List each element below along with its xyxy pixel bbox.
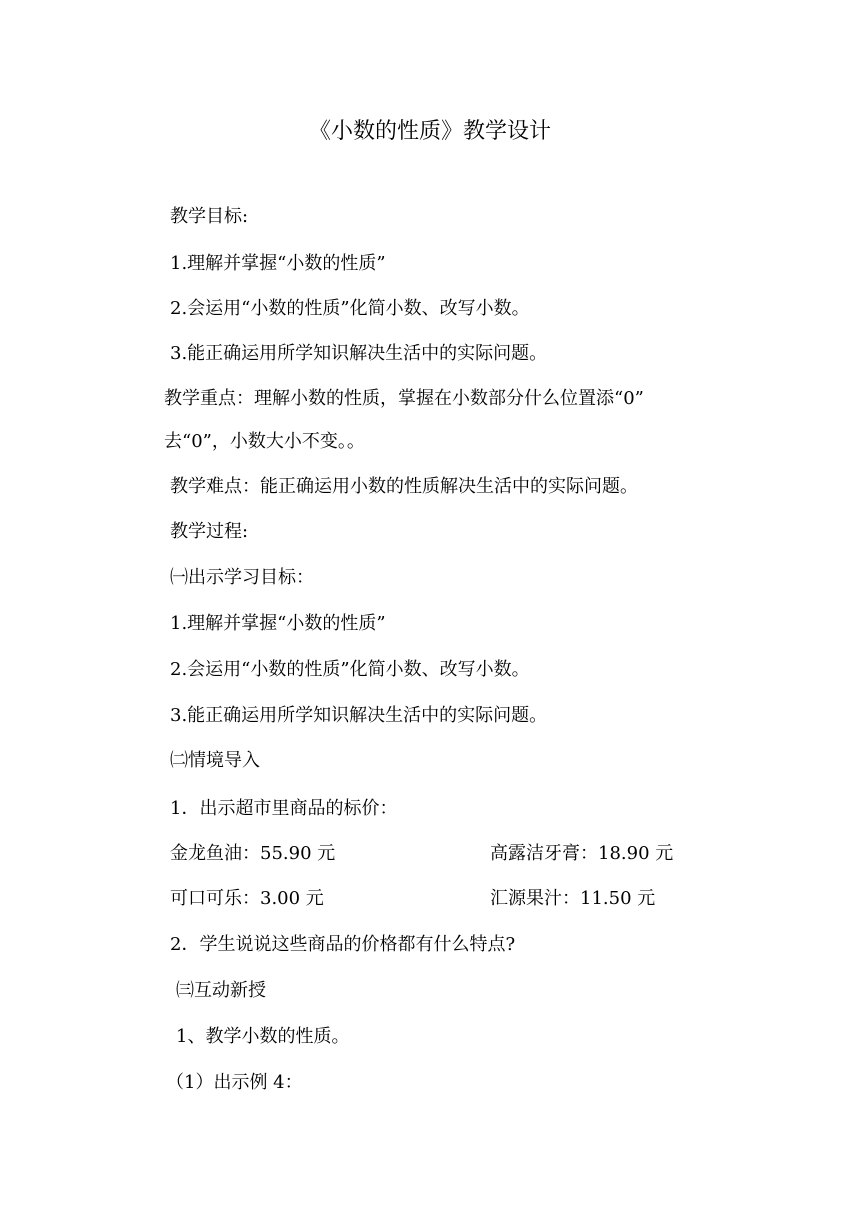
page-title: 《小数的性质》教学设计 <box>308 119 551 144</box>
step1-goal-1: 1.理解并掌握“小数的性质” <box>170 613 386 634</box>
goal-item-1: 1.理解并掌握“小数的性质” <box>170 253 386 274</box>
price-oil: 金龙鱼油：55.90 元 <box>170 843 336 864</box>
step2-item-2: 2．学生说说这些商品的价格都有什么特点? <box>170 934 516 955</box>
process-heading: 教学过程: <box>170 521 249 542</box>
step2-heading: ㈡情境导入 <box>170 750 260 771</box>
goals-heading: 教学目标: <box>170 206 249 227</box>
step2-item-1: 1．出示超市里商品的标价： <box>170 798 398 819</box>
step3-heading: ㈢互动新授 <box>176 980 266 1001</box>
goal-item-3: 3.能正确运用所学知识解决生活中的实际问题。 <box>170 343 548 364</box>
goal-item-2: 2.会运用“小数的性质”化简小数、改写小数。 <box>170 298 530 319</box>
step1-goal-2: 2.会运用“小数的性质”化简小数、改写小数。 <box>170 659 530 680</box>
key-point-line-1: 教学重点：理解小数的性质，掌握在小数部分什么位置添“0” <box>164 388 644 409</box>
key-point-line-2: 去“0”，小数大小不变。。 <box>164 431 365 452</box>
step1-heading: ㈠出示学习目标： <box>170 567 314 588</box>
step3-item-1: 1、教学小数的性质。 <box>176 1026 350 1047</box>
step3-sub-1: （1）出示例 4： <box>166 1072 303 1093</box>
step1-goal-3: 3.能正确运用所学知识解决生活中的实际问题。 <box>170 705 548 726</box>
difficulty-line: 教学难点：能正确运用小数的性质解决生活中的实际问题。 <box>170 476 638 497</box>
price-juice: 汇源果汁：11.50 元 <box>490 888 656 909</box>
price-toothpaste: 高露洁牙膏：18.90 元 <box>490 843 674 864</box>
price-cola: 可口可乐：3.00 元 <box>170 888 324 909</box>
